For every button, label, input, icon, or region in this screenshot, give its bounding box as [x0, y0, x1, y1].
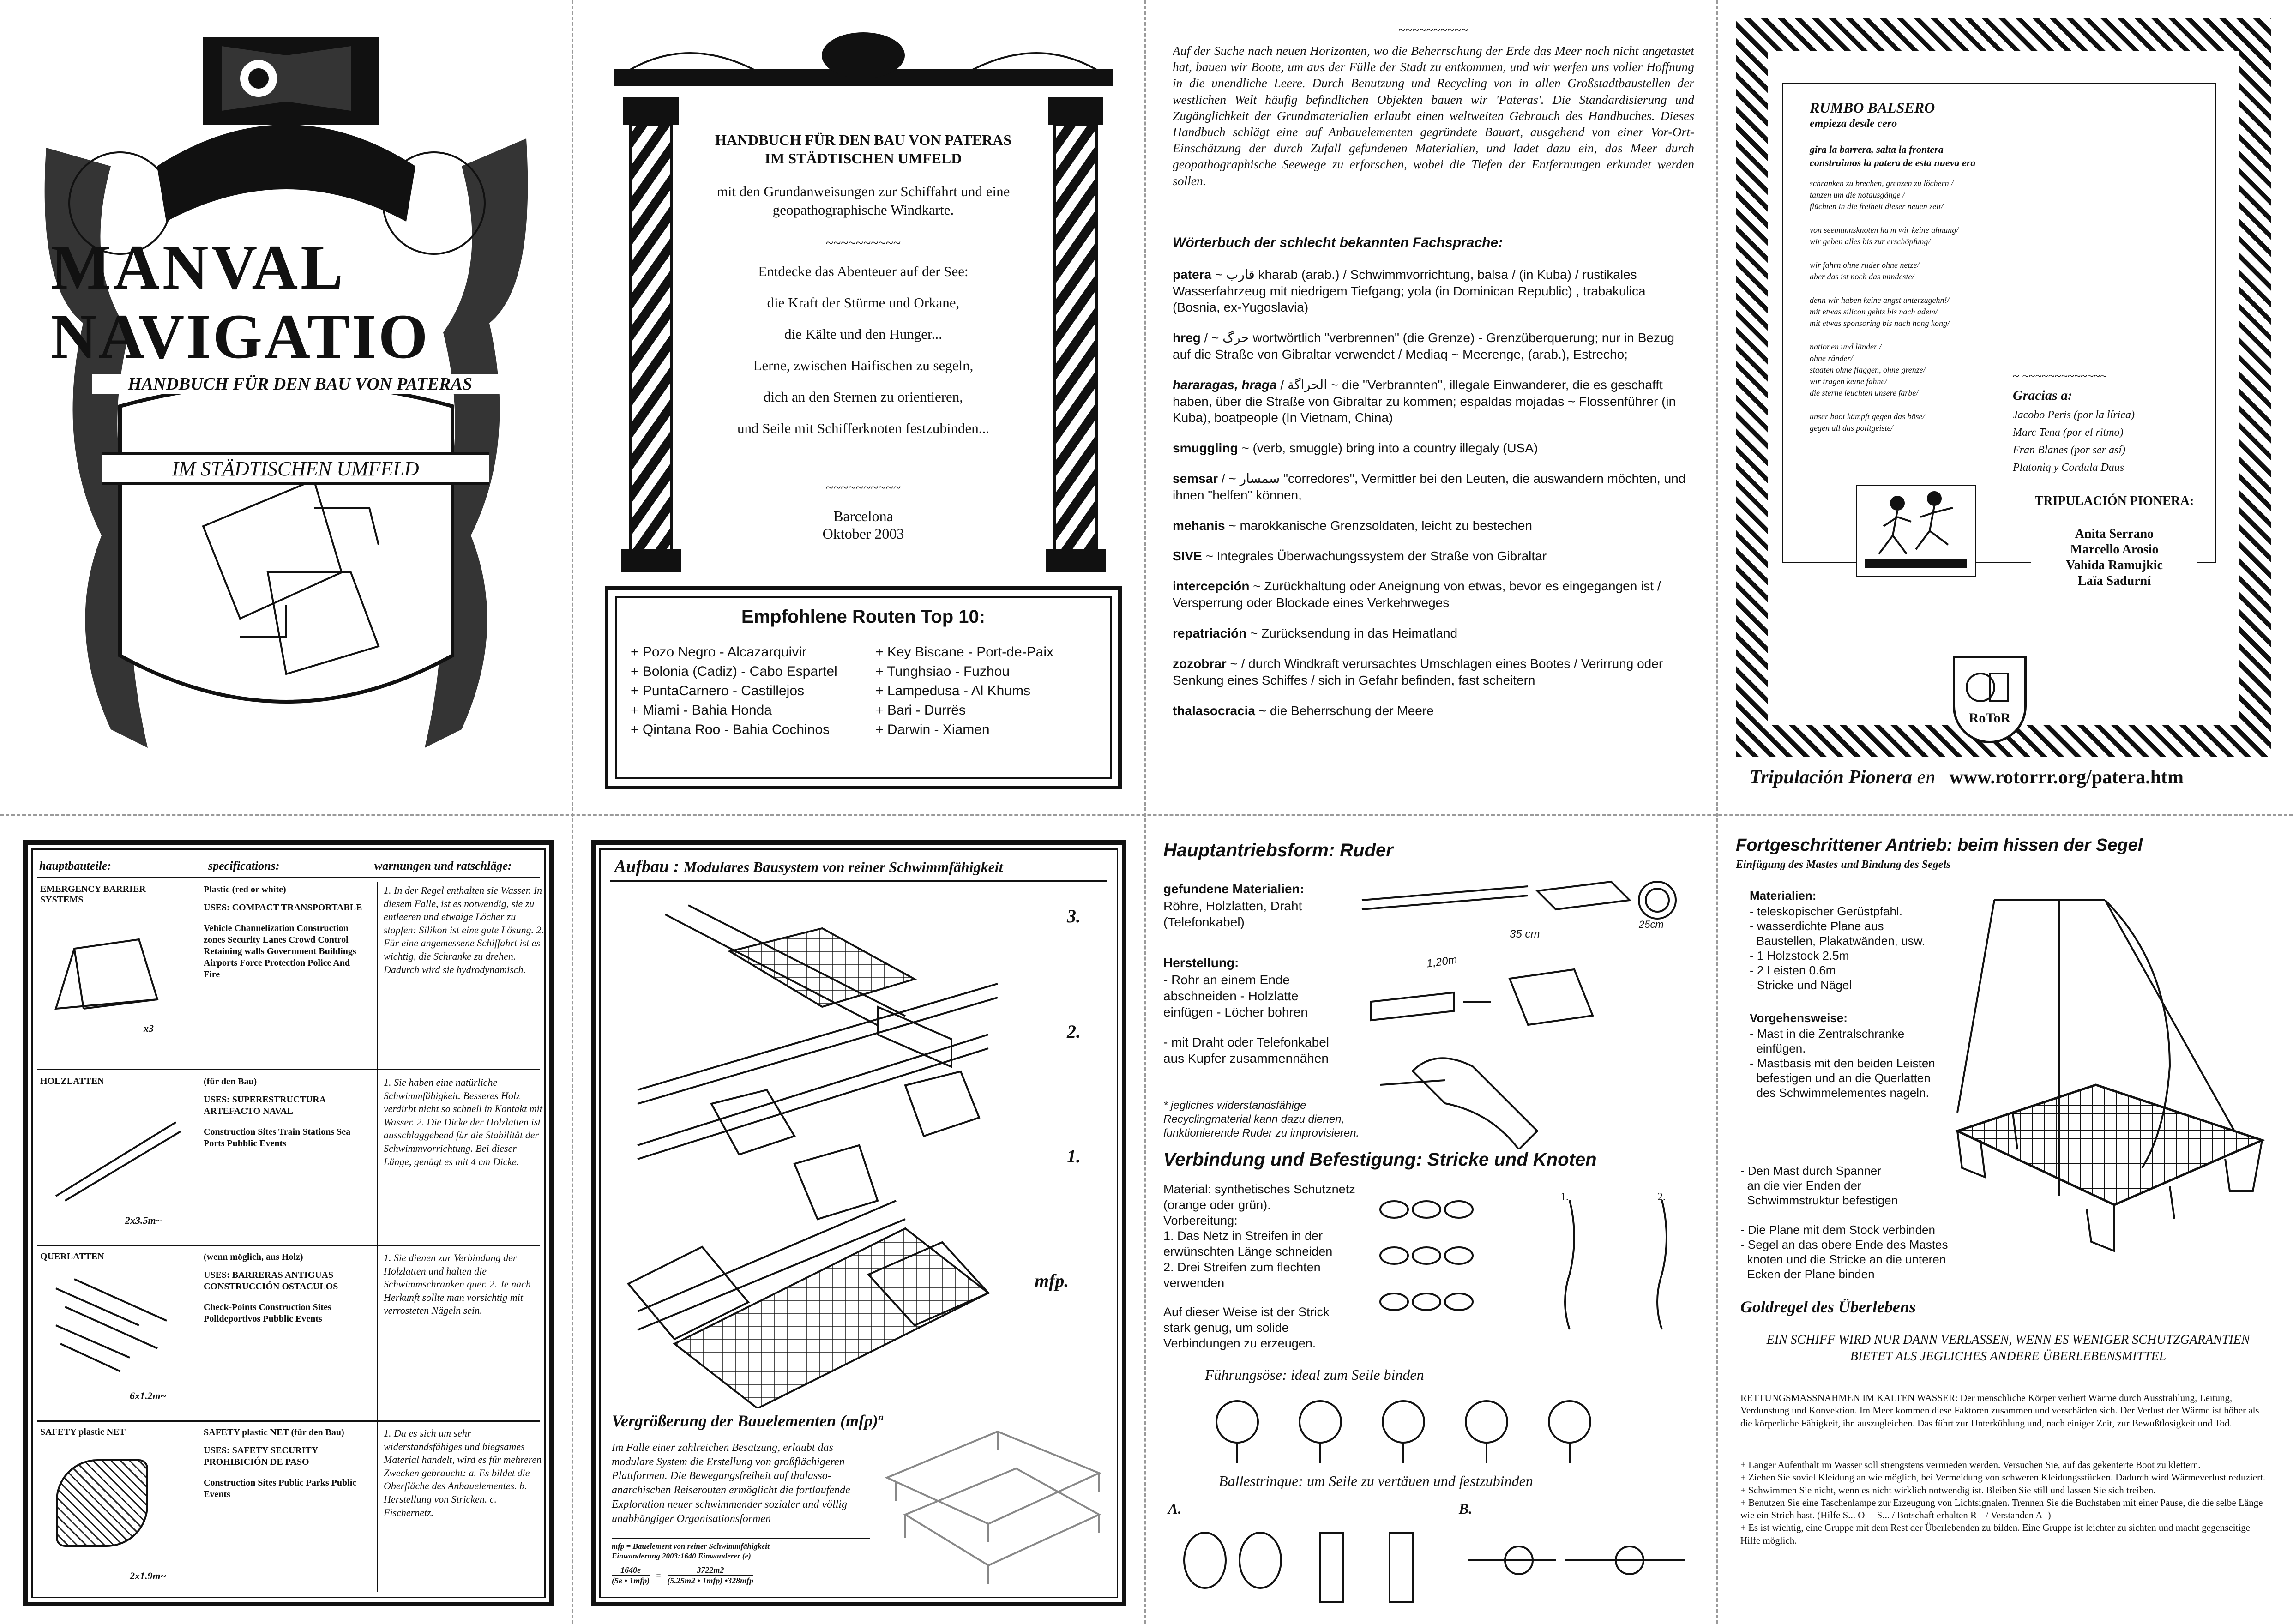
route-item: + Bari - Durrës: [875, 703, 966, 718]
route-item: + Tunghsiao - Fuzhou: [875, 664, 1010, 679]
crew-title: TRIPULACIÓN PIONERA:: [2034, 494, 2194, 508]
routes-right: [875, 643, 1106, 740]
dict-title: Wörterbuch der schlecht bekannten Fachsprache:: [1173, 235, 1503, 250]
knots-title: Verbindung und Befestigung: Stricke und Knoten: [1163, 1149, 1597, 1170]
routes-left: [631, 643, 871, 740]
dict-sep: ~~~~~~~~~~: [1398, 23, 1468, 37]
intro-sep-2: ~~~~~~~~~~: [825, 480, 901, 495]
crew-list: Anita Serrano Marcello Arosio Vahida Ramujkic Laïa Sadurní: [2031, 526, 2197, 589]
dict-entry: mehanis ~ marokkanische Grenzsoldaten, leicht zu bestechen: [1173, 518, 1532, 533]
ruder-panel: [1159, 831, 1708, 1616]
dict-entry: zozobrar ~ / durch Windkraft verursachtes Umschlagen eines Bootes / Verirrung oder Senkung eines Schiffes / sich in Gefahr befinden, fast scheitern: [1173, 656, 1663, 687]
sail-vor: - Mast in die Zentralschranke einfügen. - Mastbasis mit den beiden Leisten befestigen und an die Querlatten des Schwimmelementes nageln.: [1750, 1027, 1935, 1100]
knot-1-title: Führungsöse: ideal zum Seile binden: [1205, 1366, 1424, 1383]
poem-refrain: gira la barrera, salta la frontera construimos la patera de esta nueva era: [1810, 144, 1976, 168]
col-header-spec: specifications:: [208, 859, 280, 872]
ruder-title: Hauptantriebsform: Ruder: [1163, 840, 1393, 860]
measure-3: 25cm: [1639, 919, 1664, 930]
build-title: Aufbau : Modulares Bausystem von reiner Schwimmfähigkeit: [614, 857, 1003, 876]
intro-sep: ~~~~~~~~~~: [825, 235, 901, 251]
braid-step-1: 1.: [1560, 1191, 1569, 1203]
intro-heading-1: HANDBUCH FÜR DEN BAU VON PATERAS: [715, 132, 1012, 148]
col-header-parts: hauptbauteile:: [39, 859, 112, 872]
dict-entry: thalasocracia ~ die Beherrschung der Meere: [1173, 703, 1434, 718]
intro-line: die Kraft der Stürme und Orkane,: [767, 295, 960, 311]
route-item: + Lampedusa - Al Khums: [875, 683, 1031, 698]
intro-line: Lerne, zwischen Haifischen zu segeln,: [753, 357, 974, 373]
measure-1: 1,20m: [1426, 953, 1458, 970]
intro-line: und Seile mit Schifferknoten festzubinden...: [737, 420, 990, 436]
barrier-drawing: [47, 930, 167, 1018]
intro-line: dich an den Sternen zu orientieren,: [763, 389, 963, 405]
rescue-text: RETTUNGSMASSNAHMEN IM KALTEN WASSER: Der menschliche Körper verliert Wärme durch Ausstrahlung, Leitung, Verdunstung und Konvektion. Im Meer kommen diese Faktoren zusammen und verschärfen sich. Der Verlust der Wärme ist höher als die körperliche Fähigkeit, ihn auszugleichen. Das führt zur Unterkühlung und, nach einiger Zeit, zur Bewußtlosigkeit und Tod.: [1740, 1392, 2259, 1429]
gold-rule: EIN SCHIFF WIRD NUR DANN VERLASSEN, WENN ES WENIGER SCHUTZGARANTIEN BIETET ALS JEGLICHES ANDERE ÜBERLEBENSMITTEL: [1766, 1333, 2250, 1364]
thanks-title: Gracias a:: [2013, 388, 2073, 403]
fold-line: [572, 0, 573, 1624]
thanks-list: Jacobo Peris (por la lírica) Marc Tena (por el ritmo) Fran Blanes (por ser así) Platoniq y Cordula Daus: [2013, 409, 2135, 474]
spec-cell: Plastic (red or white) USES: COMPACT TRANSPORTABLE Vehicle Channelization Construction zones Security Lanes Crowd Control Retaining walls Government Buildings Airports Force Protection Police And Fire: [204, 884, 362, 980]
sail-vor-title: Vorgehensweise:: [1750, 1011, 1848, 1025]
formula-equals: =: [656, 1570, 661, 1580]
intro-city: Barcelona: [833, 508, 893, 524]
build-text: Im Falle einer zahlreichen Besatzung, erlaubt das modulare System die Erstellung von großflächigeren Plattformen. Die Bewegungsfreiheit auf thalasso-anarchischen Reiserouten ermöglicht die fortlaufende Exploration neuer schwimmender sozialer und völlig unabhängiger Organisationsformen: [612, 1442, 850, 1525]
clove-hitch-drawings: [1168, 1514, 1694, 1606]
parts-row: SAFETY plastic NET 2x1.9m~ SAFETY plastic NET (für den Bau) USES: SAFETY SECURITY PROHIBICIÓN DE PASO Construction Sites Public Parks Public Events 1. Da es sich um sehr widerstandsfähiges und biegsames Material handelt, wird es für mehreren Zwecken gebraucht: a. Es bildet die Oberfläche des Anbauelementes. b. Herstellung von Stricken. c. Fischernetz.: [40, 1427, 542, 1582]
cover-title-1: MANVAL: [51, 232, 346, 302]
tip: + Schwimmen Sie nicht, wenn es nicht wirklich notwendig ist. Bleiben Sie still und lassen Sie sich treiben.: [1740, 1484, 2156, 1496]
poem-lines: schranken zu brechen, grenzen zu löchern / tanzen um die notausgänge / flüchten in die freiheit dieser neuen zeit/ von seemannsknoten ha'm wir keine ahnung/ wir geben alles bis zur erschöpfung/ wir fahrn ohne ruder ohne netze/ aber das ist noch das mindeste/ denn wir haben keine angst unterzugehn!/ mit etwas silicon gehts bis nach adem/ mit etwas sponsoring bis nach hong kong/ nationen und länder / ohne ränder/ staaten ohne flaggen, ohne grenze/ wir tragen keine fahne/ die sterne leuchten unsere farbe/ unser boot kämpft gegen das böse/ gegen all das politgeiste/: [1810, 179, 1959, 433]
braid-drawing: [1366, 1182, 1699, 1348]
poem-footer: Tripulación Pionera en www.rotorrr.org/patera.htm: [1750, 767, 2184, 788]
routes-box: [615, 596, 1112, 779]
survival-tips: [1740, 1459, 2267, 1547]
route-item: + Bolonia (Cadiz) - Cabo Espartel: [631, 664, 837, 679]
mfp-label: mfp.: [1035, 1270, 1069, 1291]
crest-label: RoToR: [1968, 710, 2011, 726]
sail-panel: [1736, 831, 2276, 1616]
route-item: + PuntaCarnero - Castillejos: [631, 683, 805, 698]
divider: [612, 1538, 870, 1539]
intro-lines: [688, 263, 1039, 451]
sail-mat: - teleskopischer Gerüstpfahl. - wasserdichte Plane aus Baustellen, Plakatwänden, usw. - 1 Holzstock 2.5m - 2 Leisten 0.6m - Stricke und Nägel: [1750, 904, 1926, 992]
knots-text: Material: synthetisches Schutznetz (orange oder grün). Vorbereitung: 1. Das Netz in Streifen in der erwünschten Länge schneiden 2. Drei Streifen zum flechten verwenden Auf dieser Weise ist der Strick stark genug, um solide Verbindungen zu erzeugen.: [1163, 1182, 1355, 1350]
divider: [37, 1069, 540, 1070]
intro-lead: mit den Grundanweisungen zur Schiffahrt und eine geopathographische Windkarte.: [716, 183, 1010, 218]
formula-fraction-2: 3722m2 (5.25m2 • 1mfp) •328mfp: [667, 1565, 754, 1585]
formula: [612, 1565, 875, 1586]
dict-entry: SIVE ~ Integrales Überwachungssystem der Straße von Gibraltar: [1173, 548, 1547, 563]
step-2-label: 2.: [1067, 1021, 1081, 1042]
parts-row: QUERLATTEN 6x1.2m~ (wenn möglich, aus Holz) USES: BARRERAS ANTIGUAS CONSTRUCCIÓN OSTACULOS Check-Points Construction Sites Polideportivos Pubblic Events 1. Sie dienen zur Verbindung der Holzlatten und halten die Schwimmschranken quer. 2. Je nach Herkunft sollte man vorsichtig mit verrosteten Nägeln sein.: [40, 1251, 531, 1401]
intro-heading-2: IM STÄDTISCHEN UMFELD: [764, 150, 962, 167]
fold-line: [1716, 0, 1718, 1624]
cover-banner: IM STÄDTISCHEN UMFELD: [102, 452, 489, 485]
cover-subtitle: HANDBUCH FÜR DEN BAU VON PATERAS: [92, 374, 508, 394]
cover-panel: [28, 28, 545, 785]
poem-title: RUMBO BALSERO: [1810, 99, 1935, 116]
tip: + Es ist wichtig, eine Gruppe mit dem Rest der Überlebenden zu bilden. Eine Gruppe ist leichter zu sichten und macht gegenseitige Hilfe möglich.: [1740, 1522, 2251, 1546]
dict-entry: hararagas, hraga / الحراگة ~ die "Verbrannten", illegale Einwanderer, die es geschafft haben, über die Straße von Gibraltar zu kommen; espaldas mojadas ~ Flossenführer (in Kuba), boatpeople (In Vietnam, China): [1173, 377, 1676, 425]
formula-fraction-1: 1640e (5e • 1mfp): [612, 1565, 650, 1585]
routes-frame: [605, 586, 1122, 789]
intro-panel: [596, 23, 1131, 799]
col-header-warn: warnungen und ratschläge:: [374, 859, 512, 872]
braid-step-2: 2.: [1657, 1191, 1666, 1203]
runners-picture: [1856, 485, 1976, 577]
spec-cell: (für den Bau) USES: SUPERESTRUCTURA ARTEFACTO NAVAL Construction Sites Train Stations Sea Ports Pubblic Events: [204, 1077, 351, 1149]
dict-entry: repatriación ~ Zurücksendung in das Heimatland: [1173, 626, 1458, 641]
sail-subtitle: Einfügung des Mastes und Bindung des Segels: [1736, 859, 1951, 871]
cover-title-2: NAVIGATIO: [51, 301, 430, 372]
oar-drawing: [1353, 872, 1685, 1149]
dict-entries: [1173, 266, 1694, 719]
divider: [37, 877, 540, 878]
parts-panel: [23, 840, 554, 1606]
formula-definition: mfp = Bauelement von reiner Schwimmfähigkeit Einwanderung 2003:1640 Einwanderer (e): [612, 1542, 770, 1561]
dictionary-panel: [1173, 23, 1694, 799]
fold-line: [1144, 0, 1146, 1624]
dict-entry: smuggling ~ (verb, smuggle) bring into a country illegaly (USA): [1173, 441, 1538, 456]
tip: + Benutzen Sie eine Taschenlampe zur Erzeugung von Lichtsignalen. Trennen Sie die Buchstaben mit einer Pause, die die selbe Länge wie ein Strich hast. (Hilfe S... O--- S... / Botschaft erhalten R-- / Verstanden A -): [1740, 1497, 2263, 1521]
spec-cell: (wenn möglich, aus Holz) USES: BARRERAS ANTIGUAS CONSTRUCCIÓN OSTACULOS Check-Points Construction Sites Polideportivos Pubblic Events: [204, 1252, 338, 1324]
parts-row: EMERGENCY BARRIER SYSTEMS x3 Plastic (red or white) USES: COMPACT TRANSPORTABLE Vehicle Channelization Construction zones Security Lanes Crowd Control Retaining walls Government Buildings Airports Force Protection Police And Fire 1. In der Regel enthalten sie Wasser. In diesem Falle, ist es notwendig, sie zu entleeren und etwaige Löcher zu stopfen: Silikon ist eine gute Lösung. 2. Für eine angemessene Schiffahrt ist es wichtig, die Schranke zu drehen. Dadurch wird sie hydrodynamisch.: [40, 884, 544, 1034]
route-item: + Qintana Roo - Bahia Cochinos: [631, 722, 830, 737]
ruder-her-2: - mit Draht oder Telefonkabel aus Kupfer zusammennähen: [1163, 1035, 1329, 1065]
build-inner: [599, 848, 1118, 1598]
cover-ornament: [28, 28, 545, 785]
ruder-her: - Rohr an einem Ende abschneiden - Holzlatte einfügen - Löcher bohren: [1163, 973, 1308, 1019]
knot-label-b: B.: [1459, 1500, 1473, 1517]
tip: + Ziehen Sie soviel Kleidung an wie möglich, bei Vermeidung von schweren Kleidungsstücken. Dadurch wird Wärmeverlust reduziert.: [1740, 1472, 2266, 1483]
divider: [37, 1420, 540, 1422]
build-subtitle: Vergrößerung der Bauelementen (mfp)$^n$: [612, 1411, 884, 1430]
gold-rule-title: Goldregel des Überlebens: [1740, 1298, 1916, 1316]
crest-emblem: [1962, 664, 2017, 710]
dict-intro: Auf der Suche nach neuen Horizonten, wo die Beherrschung der Erde das Meer noch nicht angetastet hat, bauen wir Boote, um aus der Fülle der Stadt zu entkommen, und wir werfen uns voller Hoffnung in die unendliche Leere. Durch Benutzung und Recycling von in allen Großstadtbaustellen der westlichen Welt häufig befindlichen Objekten bauen wir 'Pateras'. Die Standardisierung und Zugänglichkeit der Grundmaterialien erlaubt einen weltweiten Gebrauch des Handbuches. Dieses Handbuch schlägt eine auf Anbauelementen gegründete Bauart, ausgehend von einer Vor-Ort-Einschätzung der durch Zufall gefundenen Materialien, und ladet dazu ein, das Meer durch geopathographische Seewege zu erforschen, wobei die Tiefen der Entfernungen erkundet werden sollen.: [1173, 43, 1694, 188]
divider: [37, 1245, 540, 1246]
net-drawing: [56, 1459, 148, 1547]
exploded-assembly-drawing: [619, 887, 1035, 1408]
intro-line: Entdecke das Abenteuer auf der See:: [758, 263, 969, 279]
routes-title: Empfohlene Routen Top 10:: [741, 607, 986, 627]
route-item: + Pozo Negro - Alcazarquivir: [631, 644, 807, 660]
step-3-label: 3.: [1067, 906, 1081, 926]
build-panel: [591, 840, 1126, 1606]
bowline-knot-drawings: [1205, 1389, 1620, 1463]
sail-title: Fortgeschrittener Antrieb: beim hissen der Segel: [1736, 836, 2143, 855]
knot-2-title: Ballestrinque: um Seile zu vertäuen und festzubinden: [1219, 1473, 1533, 1489]
poem-panel: [1736, 18, 2271, 803]
ruder-mat: Röhre, Holzlatten, Draht (Telefonkabel): [1163, 899, 1302, 929]
divider: [610, 880, 1107, 882]
ruder-her-title: Herstellung:: [1163, 956, 1239, 970]
sail-steps: - Den Mast durch Spanner an die vier Enden der Schwimmstruktur befestigen - Die Plane mit dem Stock verbinden - Segel an das obere Ende des Mastes knoten und die Stricke an die unteren Ecken der Plane binden: [1740, 1164, 1948, 1281]
ruder-note: * jegliches widerstandsfähige Recyclingmaterial kann dazu dienen, funktionierende Ruder zu improvisieren.: [1163, 1099, 1360, 1139]
ruder-mat-title: gefundene Materialien:: [1163, 882, 1304, 896]
intro-date: Oktober 2003: [822, 525, 904, 542]
measure-2: 35 cm: [1510, 928, 1540, 940]
parts-inner: [31, 848, 546, 1598]
sail-mat-title: Materialien:: [1750, 889, 1817, 902]
route-item: + Key Biscane - Port-de-Paix: [875, 644, 1054, 660]
spec-cell: SAFETY plastic NET (für den Bau) USES: SAFETY SECURITY PROHIBICIÓN DE PASO Construction Sites Public Parks Public Events: [204, 1427, 357, 1499]
tip: + Langer Aufenthalt im Wasser soll strengstens vermieden werden. Versuchen Sie, auf das gekenterte Boot zu klettern.: [1740, 1459, 2201, 1470]
dict-entry: intercepción ~ Zurückhaltung oder Aneignung von etwas, bevor es eingegangen ist / Versperrung oder Blockade eines Verkehrweges: [1173, 579, 1661, 610]
poem-subtitle: empieza desde cero: [1810, 118, 1897, 130]
sail-raft-drawing: [1948, 872, 2271, 1269]
dict-entry: semsar / ~ سمسار "corredores", Vermittler bei den Leuten, die auswandern möchten, und ihnen "helfen" können,: [1173, 471, 1686, 502]
fold-line: [0, 814, 2293, 816]
dict-entry: hreg / ~ حرگ wortwörtlich "verbrennen" (die Grenze) - Grenzüberquerung; nur in Bezug auf die Straße von Gibraltar verwendet / Mediaq ~ Meerenge, (arab.), Estrecho;: [1173, 331, 1674, 361]
intro-line: die Kälte und den Hunger...: [784, 326, 942, 342]
rotor-crest: [1953, 656, 2027, 743]
plank-drawing: [47, 1113, 185, 1205]
dict-entry: patera ~ قارب kharab (arab.) / Schwimmvorrichtung, balsa / (in Kuba) / rustikales Wasserfahrzeug mit niedrigem Tiefgang; yola (in Dominican Republic) , trabakulica (Bosnia, ex-Yugoslavia): [1173, 267, 1646, 315]
route-item: + Miami - Bahia Honda: [631, 703, 772, 718]
step-1-label: 1.: [1067, 1146, 1081, 1167]
platform-drawing: [878, 1422, 1108, 1598]
parts-row: HOLZLATTEN 2x3.5m~ (für den Bau) USES: SUPERESTRUCTURA ARTEFACTO NAVAL Construction Sites Train Stations Sea Ports Pubblic Events 1. Sie haben eine natürliche Schwimmfähigkeit. Besseres Holz verdirbt nicht so schnell in Kontakt mit Wasser. 2. Die Dicke der Holzlatten ist ausschlaggebend für die Stabilität der Schwimmvorrichtung. Bei dieser Länge, genügt es mit 4 cm Dicke.: [40, 1076, 542, 1226]
crossbar-drawing: [47, 1270, 185, 1381]
knot-label-a: A.: [1168, 1500, 1182, 1517]
poem-sep: ~ ~~~~~~~~~~~~~: [2013, 369, 2107, 383]
route-item: + Darwin - Xiamen: [875, 722, 990, 737]
